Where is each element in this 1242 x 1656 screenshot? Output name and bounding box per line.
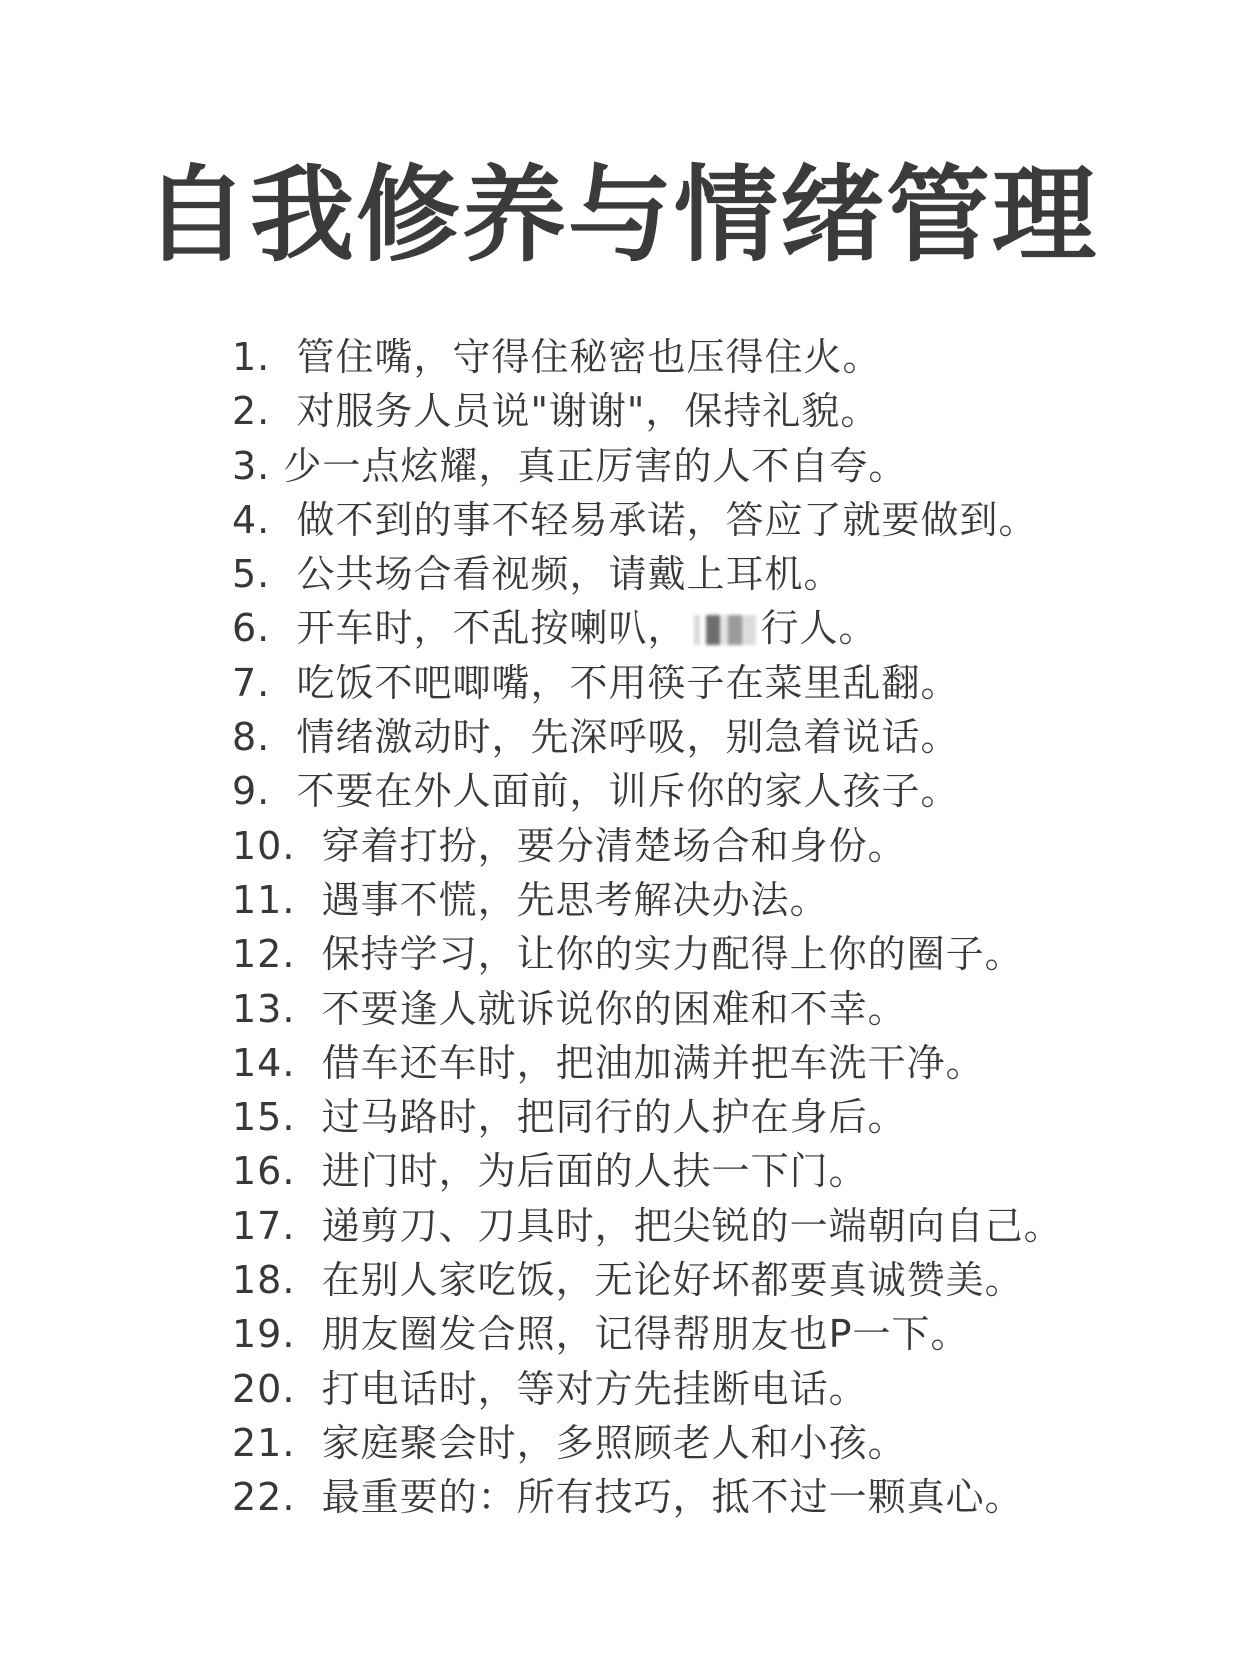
list-item [232, 1253, 1063, 1307]
list-item [232, 819, 1063, 873]
item-number: 4. [232, 497, 271, 542]
item-number: 9. [232, 769, 271, 814]
item-text: 递剪刀、刀具时，把尖锐的一端朝向自己。 [321, 1203, 1063, 1248]
list-item [232, 927, 1063, 981]
item-text: 对服务人员说"谢谢"，保持礼貌。 [296, 389, 880, 434]
item-text: 打电话时，等对方先挂断电话。 [321, 1366, 868, 1411]
item-text: 做不到的事不轻易承诺，答应了就要做到。 [296, 497, 1038, 542]
list-item [232, 982, 1063, 1036]
rules-list [232, 330, 1063, 1525]
item-text: 管住嘴，守得住秘密也压得住火。 [296, 335, 882, 379]
item-number: 11. [232, 877, 296, 922]
item-number: 15. [232, 1095, 296, 1140]
item-text: 少一点炫耀，真正厉害的人不自夸。 [283, 443, 908, 488]
item-text-after: 行人。 [760, 606, 878, 651]
item-text: 在别人家吃饭，无论好坏都要真诚赞美。 [321, 1258, 1024, 1303]
item-text: 穿着打扮，要分清楚场合和身份。 [321, 823, 907, 868]
item-number: 17. [232, 1203, 296, 1248]
item-number: 22. [232, 1475, 296, 1520]
list-item [232, 547, 1063, 601]
list-item [232, 1036, 1063, 1090]
list-item [232, 1307, 1063, 1361]
item-number: 8. [232, 715, 271, 760]
item-text: 吃饭不吧唧嘴，不用筷子在菜里乱翻。 [296, 660, 960, 705]
list-item [232, 439, 1063, 493]
item-number: 5. [232, 552, 271, 597]
item-text: 不要逢人就诉说你的困难和不幸。 [321, 986, 907, 1031]
item-text: 最重要的：所有技巧，抵不过一颗真心。 [321, 1475, 1024, 1520]
item-number: 16. [232, 1149, 296, 1194]
item-text: 朋友圈发合照，记得帮朋友也P一下。 [321, 1312, 970, 1357]
page-title: 自我修养与情绪管理 [143, 154, 1098, 276]
list-item [232, 1416, 1063, 1470]
item-number: 6. [232, 606, 271, 651]
list-item [232, 1470, 1063, 1524]
item-number: 3. [232, 443, 271, 488]
item-number: 12. [232, 932, 296, 977]
list-item [232, 601, 1063, 655]
item-text: 家庭聚会时，多照顾老人和小孩。 [321, 1420, 907, 1465]
item-text: 借车还车时，把油加满并把车洗干净。 [321, 1040, 985, 1085]
blurred-redaction [694, 615, 756, 645]
list-item [232, 330, 1063, 384]
list-item [232, 1144, 1063, 1198]
list-item [232, 764, 1063, 818]
item-text: 公共场合看视频，请戴上耳机。 [296, 552, 843, 597]
item-text: 进门时，为后面的人扶一下门。 [321, 1149, 868, 1194]
item-text-before: 开车时，不乱按喇叭， [296, 606, 687, 651]
item-number: 10. [232, 823, 296, 868]
list-item [232, 493, 1063, 547]
list-item [232, 656, 1063, 710]
item-text: 遇事不慌，先思考解决办法。 [321, 877, 829, 922]
list-item [232, 1362, 1063, 1416]
item-text: 不要在外人面前，训斥你的家人孩子。 [296, 769, 960, 814]
item-text: 过马路时，把同行的人护在身后。 [321, 1095, 907, 1140]
item-number: 13. [232, 986, 296, 1031]
item-text: 情绪激动时，先深呼吸，别急着说话。 [296, 715, 960, 760]
item-number: 14. [232, 1040, 296, 1085]
item-number: 21. [232, 1420, 296, 1465]
list-item [232, 1199, 1063, 1253]
list-item [232, 710, 1063, 764]
item-number: 7. [232, 660, 271, 705]
list-item [232, 1090, 1063, 1144]
list-item [232, 873, 1063, 927]
item-number: 20. [232, 1366, 296, 1411]
item-number: 19. [232, 1312, 296, 1357]
item-number: 18. [232, 1258, 296, 1303]
item-number: 2. [232, 389, 271, 434]
item-number: 1. [232, 335, 271, 379]
list-item [232, 384, 1063, 438]
item-text: 保持学习，让你的实力配得上你的圈子。 [321, 932, 1024, 977]
